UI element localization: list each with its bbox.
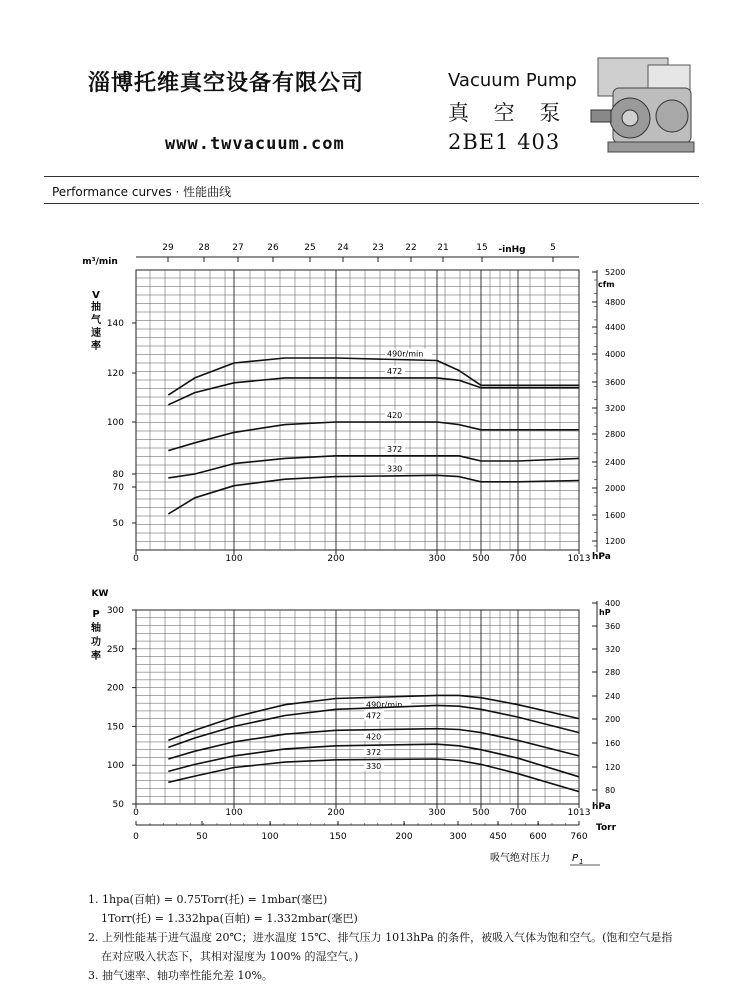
right-unit-label: hP — [599, 608, 611, 617]
y-title-char: 抽 — [91, 302, 101, 313]
right-tick-label: 4800 — [605, 298, 626, 307]
model-number: 2BE1 403 — [448, 130, 561, 154]
right-tick-label: 280 — [605, 668, 621, 677]
series-line — [168, 475, 579, 514]
section-divider — [44, 203, 699, 204]
shaft-power-chart — [0, 585, 743, 885]
right-tick-label: 240 — [605, 692, 621, 701]
y-tick-label: 150 — [106, 722, 124, 733]
series-label: 490r/min — [387, 349, 424, 359]
x-tick-label: 300 — [428, 808, 446, 818]
right-tick-label: 160 — [605, 739, 621, 748]
y-title-char: 功 — [91, 637, 101, 648]
note-line: 1. 1hpa(百帕) = 0.75Torr(托) = 1mbar(毫巴) — [88, 893, 328, 906]
y-axis-title — [91, 609, 101, 662]
torr-unit-label: Torr — [596, 823, 617, 833]
inhg-tick-label: 23 — [372, 243, 384, 253]
torr-tick-label: 150 — [329, 832, 347, 842]
series-lines — [168, 695, 579, 791]
right-tick-label: 80 — [605, 786, 616, 795]
y-tick-label: 100 — [106, 761, 124, 772]
right-tick-label: 1200 — [605, 537, 626, 546]
right-tick-label: 2000 — [605, 484, 626, 493]
note-line: 2. 上列性能基于进气温度 20℃；进水温度 15℃、排气压力 1013hPa 的条件，被吸入气体为饱和空气。(饱和空气是指 — [88, 931, 673, 944]
inhg-tick-label: 22 — [405, 243, 417, 253]
series-line — [168, 422, 579, 451]
note-line: 1Torr(托) = 1.332hpa(百帕) = 1.332mbar(毫巴) — [101, 912, 358, 925]
series-label: 472 — [366, 711, 382, 721]
series-label: 372 — [387, 444, 403, 454]
inhg-tick-label: 26 — [267, 243, 279, 253]
x-tick-label: 500 — [472, 808, 490, 818]
torr-tick-label: 200 — [395, 832, 413, 842]
right-tick-label: 2800 — [605, 430, 626, 439]
y-tick-label: 70 — [112, 483, 124, 493]
y-tick-label: 250 — [106, 644, 124, 655]
x-tick-label: 300 — [428, 554, 446, 564]
torr-tick-label: 50 — [196, 832, 208, 842]
y-unit-label: m³/min — [82, 257, 118, 267]
x-tick-label: 500 — [472, 554, 490, 564]
right-tick-label: 320 — [605, 645, 621, 654]
series-label: 372 — [366, 747, 382, 757]
product-name-en: Vacuum Pump — [448, 70, 577, 91]
y-title-char: 率 — [91, 341, 101, 352]
section-title: Performance curves · 性能曲线 — [52, 185, 232, 199]
notes — [88, 890, 708, 985]
suction-capacity-chart — [0, 230, 743, 580]
right-tick-label: 5200 — [605, 268, 626, 277]
right-tick-label: 3200 — [605, 404, 626, 413]
x-tick-label: 200 — [327, 554, 345, 564]
y-title-char: V — [92, 290, 100, 301]
y-title-char: 气 — [91, 315, 101, 326]
right-tick-label: 4400 — [605, 323, 626, 332]
y-tick-label: 140 — [106, 319, 124, 329]
bottom-axis — [133, 550, 590, 564]
inhg-tick-label: 15 — [476, 243, 488, 253]
pump-image — [588, 50, 698, 162]
x-tick-label: 1013 — [567, 554, 591, 564]
grid — [136, 270, 579, 550]
y-tick-label: 120 — [106, 369, 124, 379]
series-line — [168, 456, 579, 478]
series-line — [168, 378, 579, 405]
torr-axis — [133, 821, 588, 842]
x-unit-label: hPa — [592, 552, 611, 562]
series-label: 330 — [387, 464, 403, 474]
y-title-char: P — [92, 609, 100, 620]
right-tick-label: 2400 — [605, 458, 626, 467]
series-label: 472 — [387, 366, 403, 376]
right-tick-label: 120 — [605, 763, 621, 772]
right-axis — [592, 599, 620, 804]
x-tick-label: 100 — [225, 554, 243, 564]
right-axis — [592, 268, 625, 552]
y-unit-label: KW — [91, 589, 109, 599]
torr-tick-label: 600 — [529, 832, 547, 842]
x-axis-title: 吸气绝对压力 — [490, 853, 550, 864]
y-tick-label: 300 — [106, 606, 124, 616]
inhg-tick-label: 24 — [337, 243, 349, 253]
x-tick-label: 200 — [327, 808, 345, 818]
x-tick-label: 700 — [509, 808, 527, 818]
website-url[interactable]: www.twvacuum.com — [165, 134, 345, 154]
header-divider — [44, 176, 699, 177]
inhg-tick-label: 28 — [198, 243, 210, 253]
series-line — [168, 358, 579, 395]
x-tick-label: 1013 — [567, 808, 591, 818]
inhg-tick-label: 25 — [304, 243, 316, 253]
y-tick-label: 80 — [112, 470, 124, 480]
x-tick-label: 100 — [225, 808, 243, 818]
y-title-char: 轴 — [91, 623, 101, 634]
x-axis-symbol: P — [572, 853, 579, 864]
series-label: 420 — [387, 411, 403, 420]
right-tick-label: 3600 — [605, 378, 626, 387]
series-label: 330 — [366, 761, 382, 771]
note-line: 3. 抽气速率、轴功率性能允差 10%。 — [88, 969, 273, 982]
right-tick-label: 400 — [605, 599, 621, 608]
right-tick-label: 1600 — [605, 511, 626, 520]
right-tick-label: 200 — [605, 715, 621, 724]
y-tick-label: 50 — [112, 800, 124, 810]
inhg-unit-label: -inHg — [498, 245, 526, 255]
y-title-char: 率 — [91, 651, 101, 662]
inhg-tick-label: 5 — [550, 243, 556, 253]
x-unit-label: hPa — [592, 802, 611, 812]
y-tick-label: 100 — [106, 418, 124, 428]
x-tick-label: 700 — [509, 554, 527, 564]
company-name: 淄博托维真空设备有限公司 — [88, 71, 365, 96]
y-title-char: 速 — [91, 328, 101, 339]
right-tick-label: 4000 — [605, 350, 626, 359]
torr-tick-label: 300 — [449, 832, 467, 842]
left-axis — [107, 270, 136, 550]
x-axis-subscript: 1 — [579, 858, 584, 866]
inhg-tick-label: 29 — [162, 243, 174, 253]
series-label: 490r/min — [366, 700, 403, 710]
torr-tick-label: 100 — [261, 832, 279, 842]
y-axis-title — [91, 290, 102, 352]
y-tick-label: 50 — [112, 519, 124, 529]
series-label: 420 — [366, 732, 382, 742]
inhg-tick-label: 21 — [437, 243, 449, 253]
left-axis — [107, 606, 136, 810]
torr-tick-label: 760 — [570, 832, 588, 842]
bottom-axis — [133, 804, 590, 818]
x-tick-label: 0 — [133, 554, 139, 564]
inhg-tick-label: 27 — [232, 243, 244, 253]
x-tick-label: 0 — [133, 808, 139, 818]
torr-tick-label: 0 — [133, 832, 139, 842]
note-line: 在对应吸入状态下，其相对湿度为 100% 的湿空气。) — [101, 950, 359, 963]
right-unit-label: cfm — [598, 280, 615, 289]
right-tick-label: 360 — [605, 622, 621, 631]
product-name-cn: 真 空 泵 — [448, 101, 570, 125]
torr-tick-label: 450 — [489, 832, 507, 842]
y-tick-label: 200 — [106, 683, 124, 694]
